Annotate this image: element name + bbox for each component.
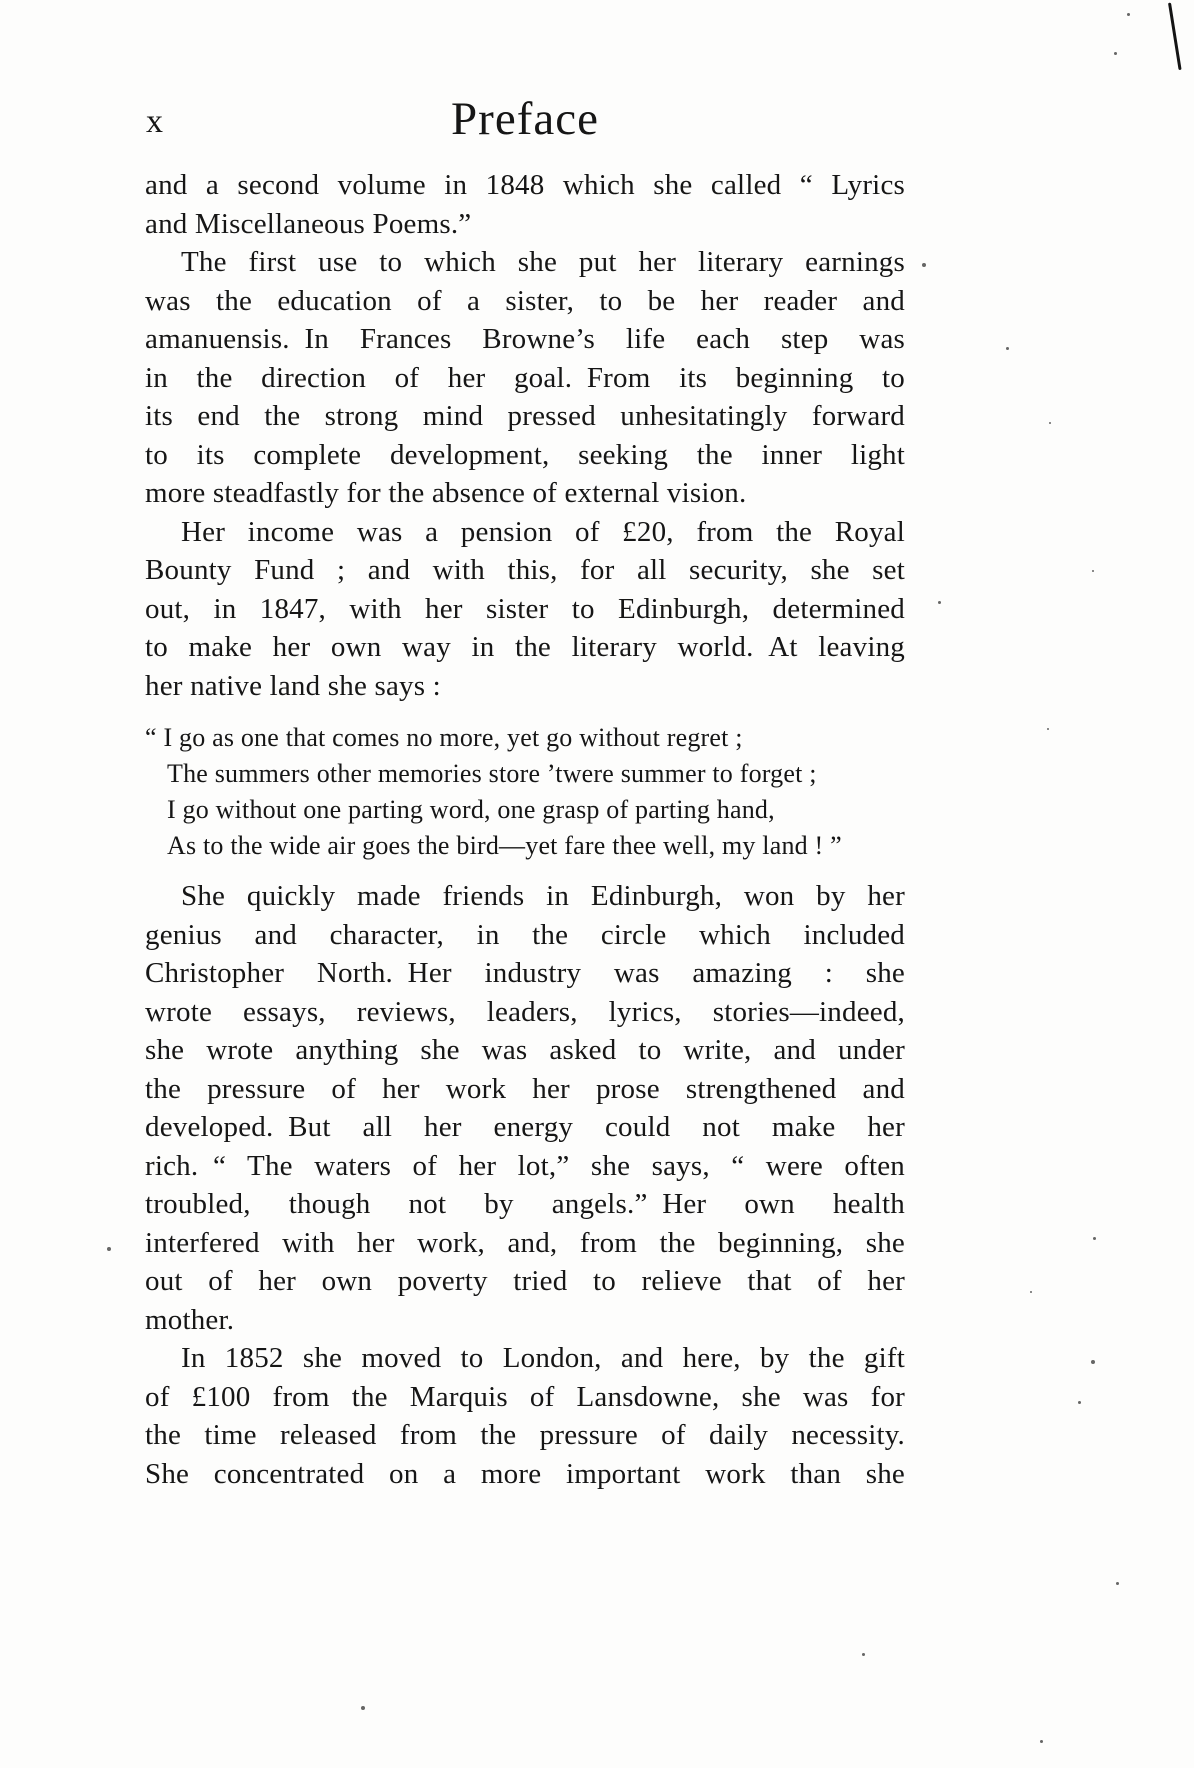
text-line: more steadfastly for the absence of external vision. xyxy=(145,477,747,509)
text-line: out of her own poverty tried to relieve that of her xyxy=(145,1265,905,1297)
text-line: she wrote anything she was asked to write, and under xyxy=(145,1034,905,1066)
page-title: Preface xyxy=(451,93,599,145)
verse-line: “ I go as one that comes no more, yet go without regret ; xyxy=(145,723,743,752)
scan-speckle xyxy=(107,1247,111,1251)
text-line: mother. xyxy=(145,1303,235,1336)
preface-text-block xyxy=(145,166,905,1493)
paragraph xyxy=(145,513,905,706)
scan-speckle xyxy=(1092,570,1094,572)
text-line: rich. “ The waters of her lot,” she says, “ were often xyxy=(145,1149,905,1182)
paragraph xyxy=(145,877,905,1339)
scan-speckle xyxy=(1006,347,1009,350)
verse-line: I go without one parting word, one grasp of parting hand, xyxy=(167,795,775,824)
paragraph xyxy=(145,243,905,513)
text-line: to its complete development, seeking the inner light xyxy=(145,438,905,471)
text-line: out, in 1847, with her sister to Edinburgh, determined xyxy=(145,592,905,625)
text-line: to make her own way in the literary world. At leaving xyxy=(145,631,905,663)
text-line: Christopher North. Her industry was amazing : she xyxy=(145,957,905,989)
scan-speckle xyxy=(1091,1360,1095,1364)
text-line: developed. But all her energy could not make her xyxy=(145,1111,905,1143)
scan-speckle xyxy=(1030,1291,1032,1293)
paragraph xyxy=(145,1339,905,1493)
scan-speckle xyxy=(1040,1740,1043,1743)
scan-speckle xyxy=(1116,1582,1119,1585)
scan-speckle xyxy=(1078,1401,1081,1404)
text-line: the pressure of her work her prose strengthened and xyxy=(145,1072,905,1105)
page-number: x xyxy=(146,103,163,140)
text-line: was the education of a sister, to be her reader and xyxy=(145,284,905,317)
scan-speckle xyxy=(1127,13,1130,16)
text-line: troubled, though not by angels.” Her own health xyxy=(145,1188,905,1220)
scan-corner-mark xyxy=(1168,3,1182,71)
text-line: the time released from the pressure of daily necessity. xyxy=(145,1419,905,1451)
text-line: genius and character, in the circle which included xyxy=(145,918,905,951)
scan-speckle xyxy=(938,601,941,604)
text-line: Bounty Fund ; and with this, for all security, she set xyxy=(145,554,905,586)
paragraph xyxy=(145,166,905,243)
scan-speckle xyxy=(1114,52,1117,55)
text-line: her native land she says : xyxy=(145,669,441,702)
text-line: of £100 from the Marquis of Lansdowne, she was for xyxy=(145,1380,905,1413)
scan-speckle xyxy=(1049,422,1051,424)
text-line: amanuensis. In Frances Browne’s life each step was xyxy=(145,323,905,355)
text-line: The first use to which she put her literary earnings xyxy=(181,246,905,278)
scan-speckle xyxy=(361,1706,365,1710)
text-line: Her income was a pension of £20, from the Royal xyxy=(181,515,905,548)
text-line: its end the strong mind pressed unhesitatingly forward xyxy=(145,400,905,432)
scan-speckle xyxy=(1047,728,1049,730)
text-line: interfered with her work, and, from the beginning, she xyxy=(145,1226,905,1259)
text-line: wrote essays, reviews, leaders, lyrics, stories—indeed, xyxy=(145,995,905,1028)
text-line: and Miscellaneous Poems.” xyxy=(145,207,472,240)
verse-block xyxy=(145,720,905,864)
text-line: She concentrated on a more important work than she xyxy=(145,1457,905,1490)
scan-speckle xyxy=(862,1653,865,1656)
text-line: and a second volume in 1848 which she called “ Lyrics xyxy=(145,169,905,201)
text-line: in the direction of her goal. From its beginning to xyxy=(145,361,905,394)
text-line: She quickly made friends in Edinburgh, won by her xyxy=(181,880,905,912)
verse-line: As to the wide air goes the bird—yet fare thee well, my land ! ” xyxy=(167,831,842,860)
scan-speckle xyxy=(922,263,926,267)
verse-line: The summers other memories store ’twere summer to forget ; xyxy=(167,759,817,788)
text-line: In 1852 she moved to London, and here, by the gift xyxy=(181,1342,905,1374)
scan-speckle xyxy=(1093,1237,1096,1240)
